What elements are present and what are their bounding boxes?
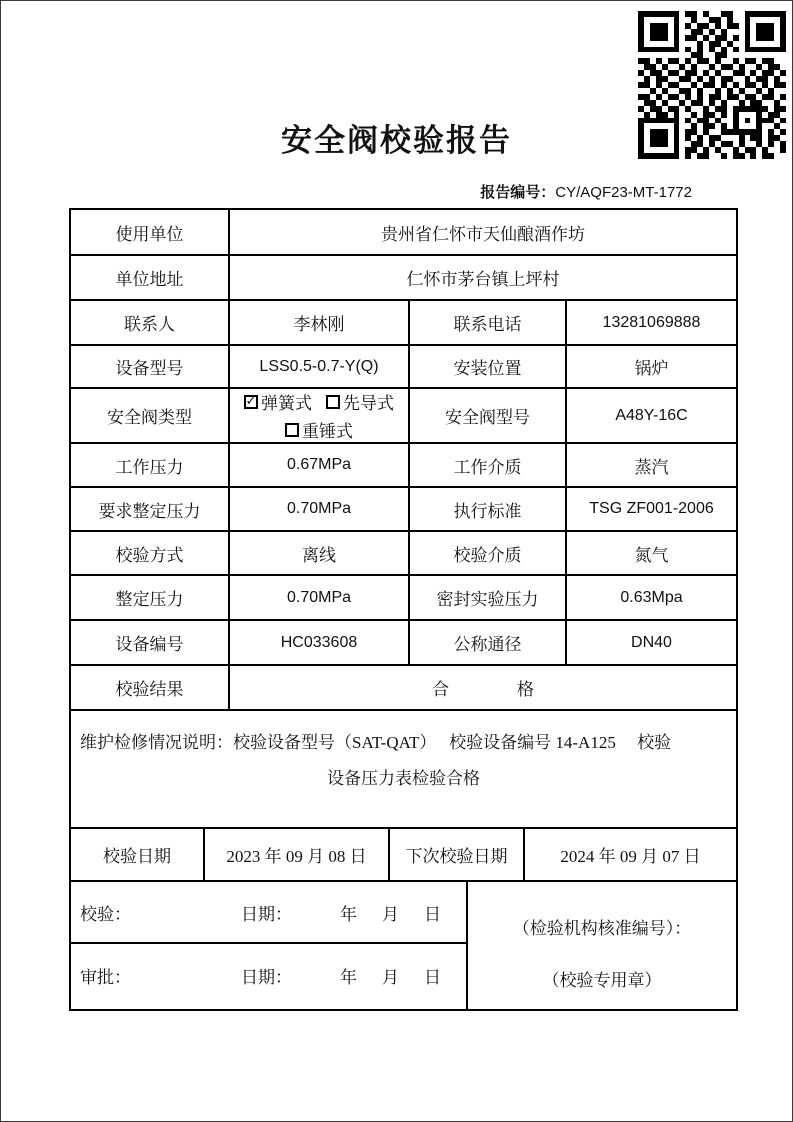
report-number-value: CY/AQF23-MT-1772 (555, 184, 692, 201)
value-use-unit: 贵州省仁怀市天仙酿酒作坊 (381, 224, 585, 244)
label-set-pressure: 整定压力 (71, 576, 230, 619)
label-standard: 执行标准 (410, 488, 567, 530)
table-row-dates (71, 829, 736, 882)
table-row-maintenance (71, 711, 736, 829)
value-standard: TSG ZF001-2006 (589, 500, 714, 517)
label-calibration-medium: 校验介质 (410, 532, 567, 574)
qr-code-icon (638, 11, 786, 159)
value-calibration-method: 离线 (230, 532, 410, 574)
table-row (71, 666, 736, 711)
label-calibration-method: 校验方式 (71, 532, 230, 574)
value-required-set-pressure: 0.70MPa (230, 488, 410, 530)
table-row (71, 576, 736, 621)
label-valve-model: 安全阀型号 (410, 389, 567, 442)
table-row (71, 346, 736, 389)
value-install-position: 锅炉 (634, 359, 669, 378)
label-equipment-number: 设备编号 (71, 621, 230, 664)
maintenance-note (71, 711, 736, 827)
table-row (71, 621, 736, 666)
label-working-pressure: 工作压力 (71, 444, 230, 486)
label-calibration-result: 校验结果 (71, 666, 230, 709)
label-install-position: 安装位置 (410, 346, 567, 387)
label-seal-test-pressure: 密封实验压力 (410, 576, 567, 619)
valve-type-options (230, 389, 410, 442)
table-row (71, 389, 736, 444)
approver-date-label: 日期： (241, 968, 292, 987)
page-title: 安全阀校验报告 (281, 123, 512, 158)
value-contact-person: 李林刚 (230, 301, 410, 344)
value-seal-test-pressure: 0.63Mpa (620, 588, 683, 606)
approver-label: 审批： (80, 968, 131, 987)
report-form-table (69, 208, 738, 1011)
label-required-set-pressure: 要求整定压力 (71, 488, 230, 530)
stamp-cell (468, 882, 736, 1009)
calibrator-label: 校验： (80, 904, 131, 924)
table-row (71, 488, 736, 532)
checkbox-label: 弹簧式 (261, 394, 312, 413)
label-use-unit: 使用单位 (71, 210, 230, 254)
checkbox-unchecked-icon (326, 395, 340, 409)
table-row (71, 256, 736, 301)
checkbox-option-weight (285, 417, 353, 442)
value-nominal-diameter: DN40 (631, 633, 672, 651)
table-row (71, 532, 736, 576)
signature-section (71, 882, 736, 1009)
calibrator-date-label: 日期： (241, 904, 292, 924)
checkbox-label: 先导式 (343, 394, 394, 413)
signature-column (71, 882, 468, 1009)
report-number-label: 报告编号： (480, 185, 556, 201)
approver-ymd: 年 月 日 (340, 968, 445, 987)
calibrator-ymd: 年 月 日 (340, 904, 445, 924)
checkbox-option-spring (244, 389, 312, 414)
label-calibration-date: 校验日期 (71, 829, 205, 880)
label-next-calibration-date: 下次校验日期 (390, 829, 525, 880)
value-calibration-result: 合 格 (432, 680, 534, 699)
table-row (71, 444, 736, 488)
signature-row-calibrator (71, 882, 466, 944)
value-working-medium: 蒸汽 (634, 457, 669, 477)
value-next-calibration-date: 2024 年 09 月 07 日 (560, 847, 701, 866)
label-nominal-diameter: 公称通径 (410, 621, 567, 664)
calibration-stamp-label: （校验专用章） (542, 971, 662, 990)
value-set-pressure: 0.70MPa (230, 576, 410, 619)
checkbox-option-pilot (326, 389, 394, 414)
label-working-medium: 工作介质 (410, 444, 567, 486)
checkbox-unchecked-icon (285, 423, 299, 437)
maintenance-line2: 设备压力表检验合格 (327, 769, 480, 788)
checkbox-checked-icon: ✓ (245, 394, 257, 409)
value-calibration-date: 2023 年 09 月 08 日 (205, 829, 390, 880)
report-number (480, 181, 692, 202)
table-row (71, 210, 736, 256)
agency-approval-number-label: （检验机构核准编号）： (512, 919, 692, 938)
label-unit-address: 单位地址 (71, 256, 230, 299)
signature-row-approver (71, 944, 466, 1007)
value-unit-address: 仁怀市茅台镇上坪村 (406, 270, 560, 289)
value-contact-phone: 13281069888 (602, 313, 701, 331)
label-contact-person: 联系人 (71, 301, 230, 344)
value-working-pressure: 0.67MPa (230, 444, 410, 486)
value-calibration-medium: 氮气 (634, 545, 669, 565)
value-valve-model: A48Y-16C (615, 406, 688, 424)
label-device-model: 设备型号 (71, 346, 230, 387)
value-equipment-number: HC033608 (230, 621, 410, 664)
checkbox-label: 重锤式 (302, 422, 353, 441)
label-valve-type: 安全阀类型 (71, 389, 230, 442)
table-row (71, 301, 736, 346)
value-device-model: LSS0.5-0.7-Y(Q) (230, 346, 410, 387)
label-contact-phone: 联系电话 (410, 301, 567, 344)
maintenance-line1: 维护检修情况说明：校验设备型号（SAT-QAT） 校验设备编号 14-A125 校验 (80, 733, 672, 752)
